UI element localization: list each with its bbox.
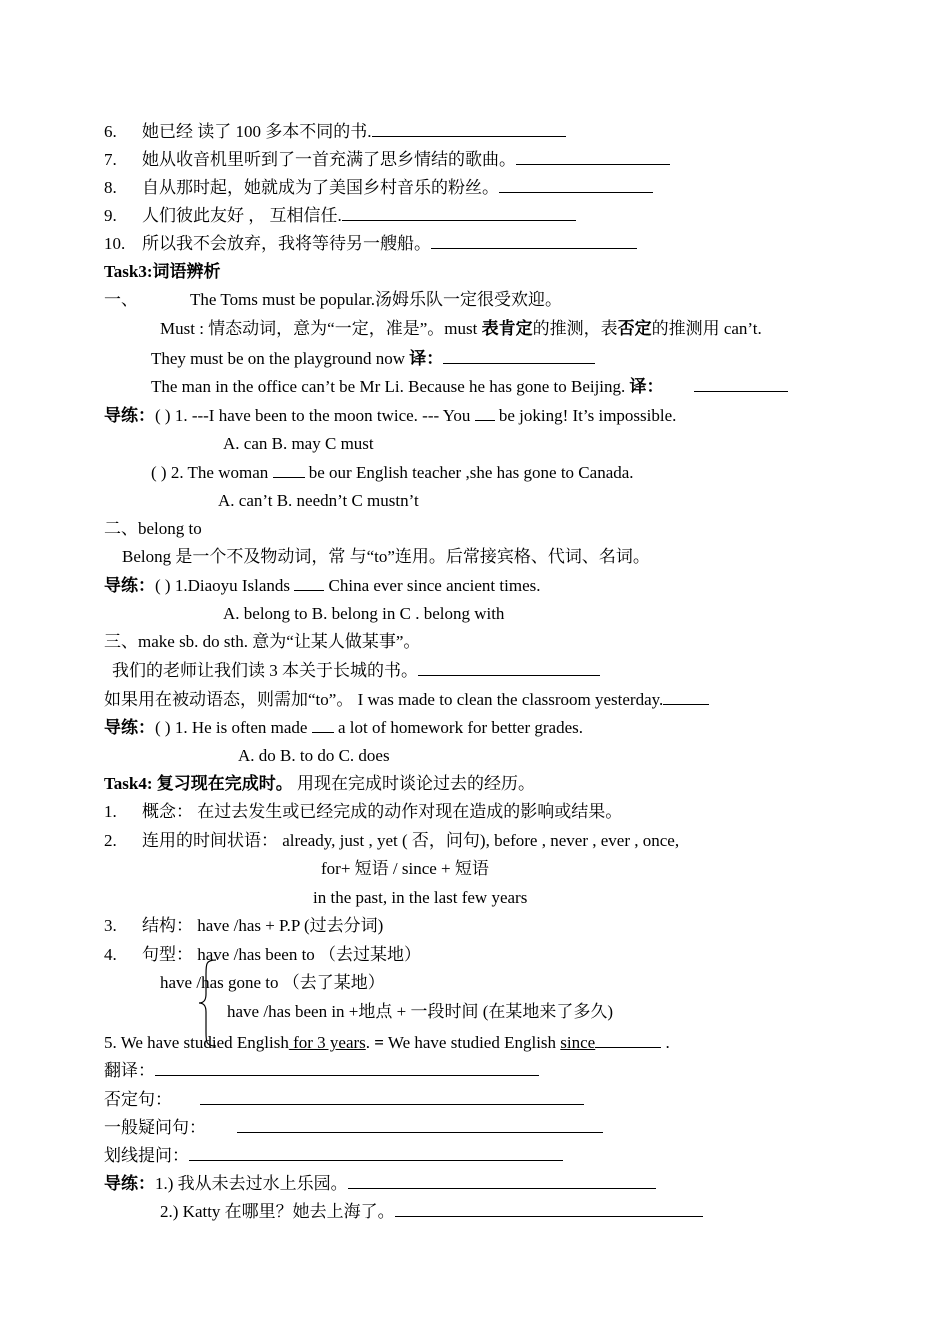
task4-heading: Task4: 复习现在完成时。 [104, 774, 293, 793]
question-text: be joking! It’s impossible. [494, 406, 677, 425]
translation-blank[interactable] [418, 660, 600, 676]
point-time-adverbials-line2: for+ 短语 / since + 短语 [321, 859, 489, 878]
line-label: 否定句： [104, 1090, 172, 1109]
passive-note [104, 689, 709, 710]
question-text: ( ) 1. ---I have been to the moon twice. --- You [155, 406, 475, 425]
practice-tense-1 [104, 1173, 656, 1194]
practice-must-q1 [104, 405, 676, 426]
make-example [112, 660, 600, 681]
point-concept [104, 802, 622, 822]
equals-sign: = [374, 1033, 384, 1052]
practice-text: 2.) Katty 在哪里？她去上海了。 [160, 1202, 395, 1221]
point-text: 句型： have /has been to （去过某地） [142, 945, 422, 964]
answer-blank[interactable] [273, 462, 305, 478]
answer-blank[interactable] [516, 149, 670, 165]
point-number: 1. [104, 802, 117, 821]
task4-title [104, 774, 535, 794]
task3-title: Task3:词语辨析 [104, 262, 221, 281]
line-label: 划线提问： [104, 1146, 189, 1165]
practice-text: 1.) 我从未去过水上乐园。 [155, 1174, 348, 1193]
question-options: A. can B. may C must [223, 434, 374, 453]
question-text: be our English teacher ,she has gone to Canada. [304, 463, 634, 482]
item-text: 人们彼此友好 ， 互相信任. [142, 206, 342, 225]
sentence-part: We have studied English [383, 1033, 561, 1052]
question-text: ( ) 1.Diaoyu Islands [155, 576, 295, 595]
explanation-text: Must : 情态动词，意为“一定，准是”。must [160, 319, 482, 338]
answer-blank[interactable] [395, 1201, 703, 1217]
line-label: 一般疑问句： [104, 1118, 206, 1137]
point-text: 概念： 在过去发生或已经完成的动作对现在造成的影响或结果。 [142, 802, 623, 821]
point-time-adverbials [104, 831, 679, 851]
practice-belong-q1 [104, 575, 540, 596]
point-patterns [104, 945, 421, 965]
practice-tense-2 [160, 1201, 703, 1222]
question-text: China ever since ancient times. [324, 576, 541, 595]
section-heading: The Toms must be popular.汤姆乐队一定很受欢迎。 [190, 290, 563, 309]
question-line [104, 1117, 603, 1138]
answer-blank[interactable] [237, 1117, 603, 1133]
item-number: 8. [104, 178, 117, 197]
practice-must-q2 [151, 462, 634, 483]
pattern-gone-to: have /has gone to （去了某地） [160, 973, 385, 992]
answer-blank[interactable] [312, 717, 334, 733]
answer-blank[interactable] [595, 1032, 661, 1048]
guide-label: 导练： [104, 576, 155, 595]
answer-blank[interactable] [200, 1089, 584, 1105]
sentence-part: 5. We have studied English [104, 1033, 289, 1052]
question-text: ( ) 1. He is often made [155, 718, 312, 737]
point-5 [104, 1032, 670, 1053]
sentence-part: . [661, 1033, 670, 1052]
answer-blank[interactable] [348, 1173, 656, 1189]
item-10 [104, 233, 637, 254]
item-number: 7. [104, 150, 117, 169]
point-number: 3. [104, 916, 117, 935]
explanation-text: 的推测用 can’t. [651, 319, 762, 338]
underlined-word: since [560, 1033, 596, 1052]
question-options: A. belong to B. belong in C . belong with [223, 604, 505, 623]
item-number: 9. [104, 206, 117, 225]
point-text: 连用的时间状语： already, just , yet ( 否，问句), before , never , ever , once, [142, 831, 680, 850]
section-3: 三、make sb. do sth. 意为“让某人做某事”。 [104, 632, 421, 651]
item-6 [104, 121, 566, 142]
line-label: 翻译： [104, 1061, 155, 1080]
answer-blank[interactable] [499, 177, 653, 193]
answer-blank[interactable] [155, 1060, 539, 1076]
point-structure [104, 916, 383, 936]
item-7 [104, 149, 670, 170]
item-9 [104, 205, 576, 226]
guide-label: 导练： [104, 1174, 155, 1193]
question-text: a lot of homework for better grades. [333, 718, 583, 737]
emphasis-affirmative: 表肯定 [481, 319, 533, 338]
item-text: 她已经 读了 100 多本不同的书. [142, 122, 372, 141]
item-text: 所以我不会放弃，我将等待另一艘船。 [142, 234, 431, 253]
translate-label: 译： [629, 377, 664, 396]
point-number: 2. [104, 831, 117, 850]
translate-label: 译： [409, 349, 444, 368]
item-number: 6. [104, 122, 117, 141]
point-number: 4. [104, 945, 117, 964]
negative-line [104, 1089, 584, 1110]
point-time-adverbials-line3: in the past, in the last few years [313, 888, 528, 907]
answer-blank[interactable] [372, 121, 566, 137]
point-text: 结构： have /has + P.P (过去分词) [142, 916, 384, 935]
example-1 [151, 348, 595, 369]
answer-blank[interactable] [189, 1145, 563, 1161]
question-options: A. do B. to do C. does [238, 746, 390, 765]
translate-line [104, 1060, 539, 1081]
item-text: 自从那时起，她就成为了美国乡村音乐的粉丝。 [142, 178, 499, 197]
example-sentence: The man in the office can’t be Mr Li. Because he has gone to Beijing. [151, 377, 630, 396]
item-text: 她从收音机里听到了一首充满了思乡情结的歌曲。 [142, 150, 516, 169]
translation-blank[interactable] [694, 376, 788, 392]
example-sentence: 我们的老师让我们读 3 本关于长城的书。 [112, 661, 418, 680]
question-options: A. can’t B. needn’t C mustn’t [218, 491, 419, 510]
answer-blank[interactable] [294, 575, 324, 591]
section-number: 一、 [104, 290, 138, 309]
translation-blank[interactable] [443, 348, 595, 364]
item-number: 10. [104, 234, 126, 253]
practice-make-q1 [104, 717, 583, 738]
pattern-been-in: have /has been in +地点 + 一段时间 (在某地来了多久) [227, 1002, 614, 1021]
sentence-part: . [365, 1033, 375, 1052]
note-text: 如果用在被动语态，则需加“to”。 I was made to clean the classroom yesterday. [104, 690, 664, 709]
guide-label: 导练： [104, 718, 155, 737]
must-explanation [160, 319, 762, 339]
task4-subtitle: 用现在完成时谈论过去的经历。 [292, 774, 536, 793]
belong-explanation: Belong 是一个不及物动词，常 与“to”连用。后常接宾格、代词、名词。 [122, 547, 650, 566]
answer-blank[interactable] [342, 205, 576, 221]
emphasis-negative: 否定 [617, 319, 652, 338]
section-2: 二、belong to [104, 519, 202, 538]
example-sentence: They must be on the playground now [151, 349, 410, 368]
guide-label: 导练： [104, 406, 155, 425]
answer-blank[interactable] [663, 689, 709, 705]
answer-blank[interactable] [431, 233, 637, 249]
example-2 [151, 376, 788, 397]
section-1 [104, 290, 562, 310]
item-8 [104, 177, 653, 198]
underlined-phrase: for 3 years [288, 1033, 366, 1052]
underline-question-line [104, 1145, 563, 1166]
explanation-text: 的推测，表 [532, 319, 618, 338]
question-text: ( ) 2. The woman [151, 463, 273, 482]
answer-blank[interactable] [475, 405, 495, 421]
